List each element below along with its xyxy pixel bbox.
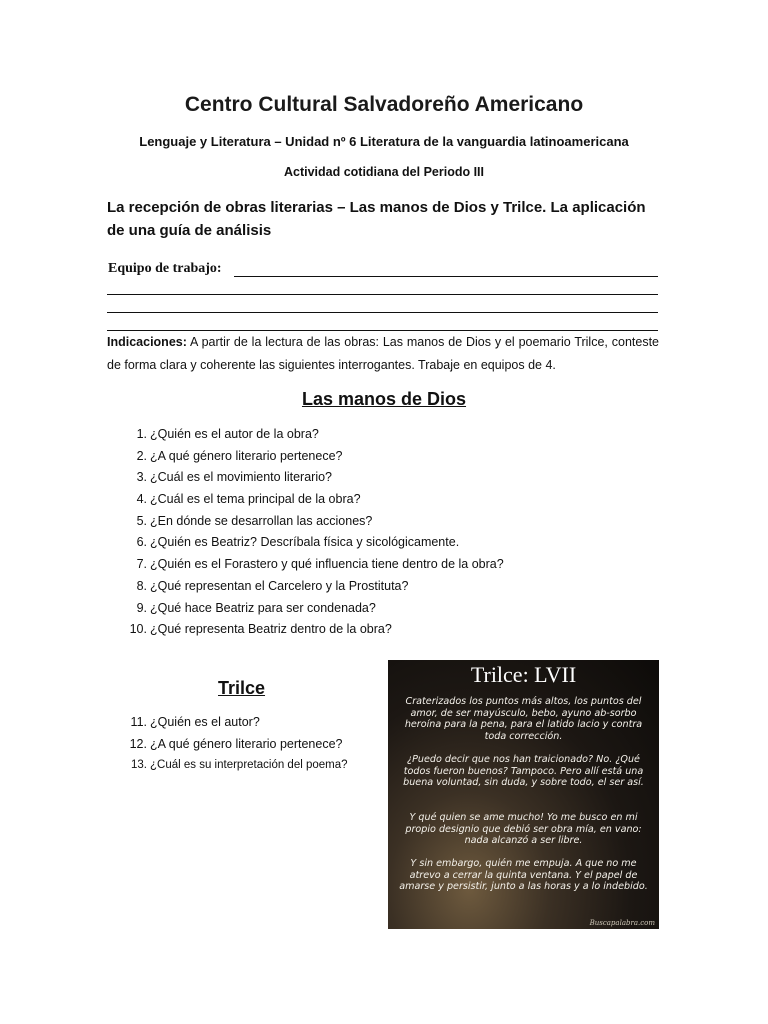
- list-item: 6. ¿Quién es Beatriz? Descríbala física y sicológicamente.: [136, 535, 460, 550]
- image-credit: Buscapalabra.com: [589, 919, 655, 927]
- list-item: 12. ¿A qué género literario pertenece?: [129, 736, 343, 751]
- list-item: 8. ¿Qué representan el Carcelero y la Prostituta?: [136, 578, 409, 593]
- poem-stanza-4: Y sin embargo, quién me empuja. A que no me atrevo a cerrar la quinta ventana. Y el papel de amarse y persistir, junto a las horas y a lo indebido.: [399, 858, 648, 892]
- instructions-label: Indicaciones:: [107, 335, 187, 349]
- poem-title: Trilce: LVII: [470, 662, 577, 687]
- team-line-2[interactable]: [107, 294, 658, 295]
- team-label: Equipo de trabajo:: [108, 261, 222, 276]
- section-title-las-manos-de-dios: Las manos de Dios: [301, 389, 467, 409]
- instructions: [107, 331, 659, 377]
- team-line-3[interactable]: [107, 312, 658, 313]
- list-item: 3. ¿Cuál es el movimiento literario?: [136, 470, 333, 485]
- section-title-trilce: Trilce: [218, 678, 266, 698]
- activity-title: La recepción de obras literarias – Las manos de Dios y Trilce. La aplicación de una guía de análisis: [107, 199, 646, 239]
- question-list-2: [125, 712, 385, 777]
- instructions-text: A partir de la lectura de las obras: Las manos de Dios y el poemario Trilce, conteste de forma clara y coherente las siguientes interrogantes. Trabaje en equipos de 4.: [107, 335, 659, 372]
- list-item: 4. ¿Cuál es el tema principal de la obra?: [136, 492, 361, 507]
- list-item: 2. ¿A qué género literario pertenece?: [136, 448, 343, 463]
- list-item: 1. ¿Quién es el autor de la obra?: [136, 427, 319, 441]
- question-list-1: [125, 424, 665, 641]
- list-item: 10. ¿Qué representa Beatriz dentro de la obra?: [129, 622, 392, 637]
- trilce-poem-image: [388, 660, 659, 929]
- document-title: Centro Cultural Salvadoreño Americano: [184, 93, 584, 116]
- list-item: 11. ¿Quién es el autor?: [130, 715, 260, 729]
- poem-stanza-1: Craterizados los puntos más altos, los puntos del amor, de ser mayúsculo, bebo, ayuno ab-sorbo heroína para la pena, para el latido lacio y contra toda corrección.: [404, 696, 643, 742]
- team-line-1[interactable]: [234, 276, 658, 277]
- list-item: 13. ¿Cuál es su interpretación del poema?: [131, 759, 348, 772]
- list-item: 9. ¿Qué hace Beatriz para ser condenada?: [136, 600, 376, 615]
- list-item: 7. ¿Quién es el Forastero y qué influencia tiene dentro de la obra?: [136, 557, 504, 572]
- course-subtitle: Lenguaje y Literatura – Unidad nº 6 Literatura de la vanguardia latinoamericana: [139, 134, 629, 149]
- poem-stanza-2: ¿Puedo decir que nos han traicionado? No. ¿Qué todos fueron buenos? Tampoco. Pero allí está una buena voluntad, sin duda, y sobre todo, el ser así.: [403, 754, 644, 788]
- poem-stanza-3: Y qué quien se ame mucho! Yo me busco en mi propio designio que debió ser obra mía, en vano: nada alcanzó a ser libre.: [405, 812, 642, 846]
- list-item: 5. ¿En dónde se desarrollan las acciones?: [136, 513, 373, 528]
- activity-period: Actividad cotidiana del Periodo III: [283, 165, 485, 179]
